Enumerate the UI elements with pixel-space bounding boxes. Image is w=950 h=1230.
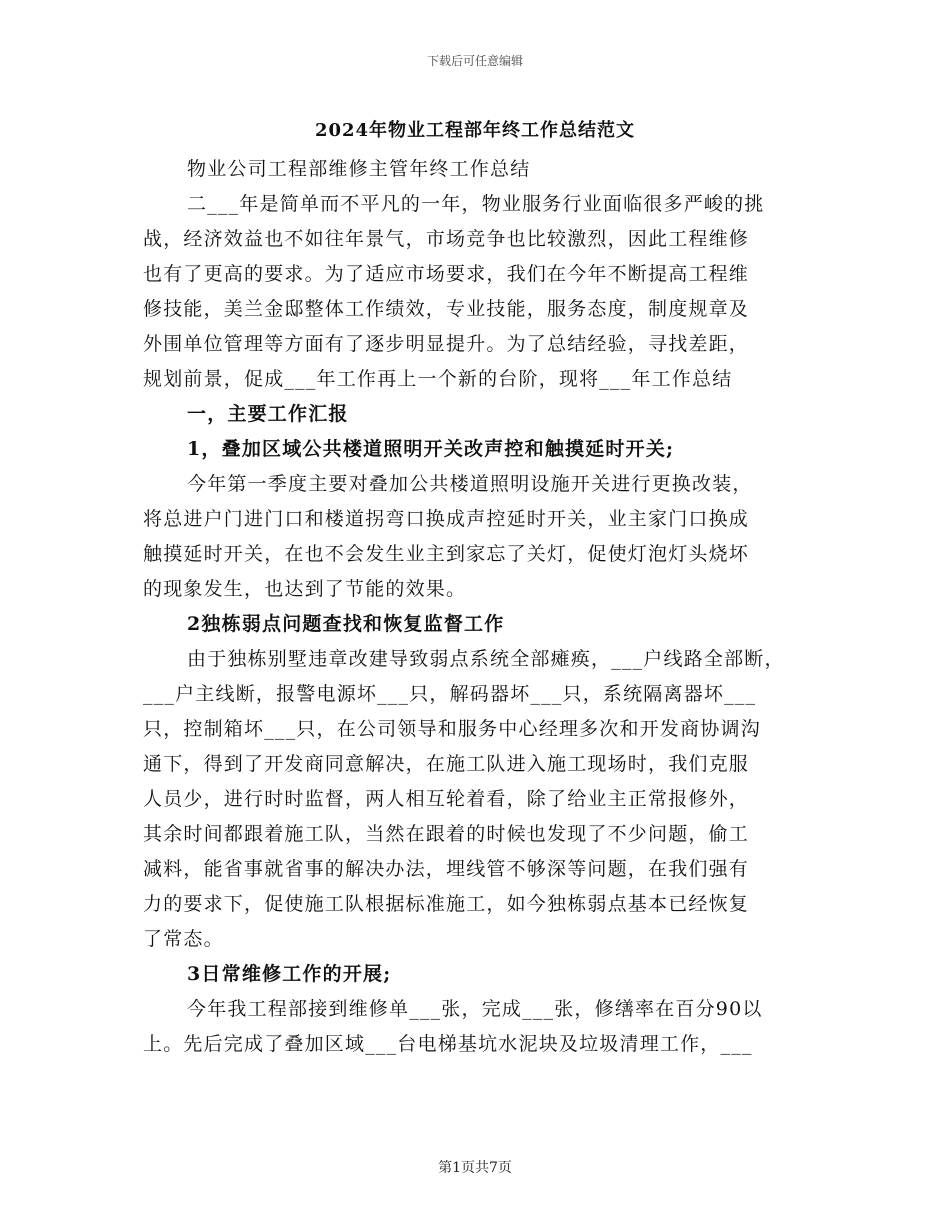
body-line: 今年第一季度主要对叠加公共楼道照明设施开关进行更换改装， — [187, 473, 753, 495]
document-body — [143, 152, 813, 1062]
page-footer: 第1页共7页 — [438, 1160, 512, 1176]
body-line: 今年我工程部接到维修单___张，完成___张，修缮率在百分90以 — [187, 998, 763, 1020]
body-line: 修技能，美兰金邸整体工作绩效，专业技能，服务态度，制度规章及 — [143, 298, 750, 320]
body-line: 也有了更高的要求。为了适应市场要求，我们在今年不断提高工程维 — [143, 263, 750, 285]
body-line: 上。先后完成了叠加区域___台电梯基坑水泥块及垃圾清理工作，___ — [143, 1033, 753, 1055]
body-line: 了常态。 — [143, 928, 224, 950]
section-heading: 一，主要工作汇报 — [187, 403, 349, 425]
body-line: 力的要求下，促使施工队根据标准施工，如今独栋弱点基本已经恢复 — [143, 893, 750, 915]
body-line: 外围单位管理等方面有了逐步明显提升。为了总结经验，寻找差距， — [143, 333, 750, 355]
section-heading: 1，叠加区域公共楼道照明开关改声控和触摸延时开关; — [187, 438, 675, 460]
body-line: 由于独栋别墅违章改建导致弱点系统全部瘫痪，___户线路全部断， — [187, 648, 785, 670]
body-line: 二___年是简单而不平凡的一年，物业服务行业面临很多严峻的挑 — [187, 193, 765, 215]
body-line: 通下，得到了开发商同意解决，在施工队进入施工现场时，我们克服 — [143, 753, 750, 775]
body-line: 触摸延时开关，在也不会发生业主到家忘了关灯，促使灯泡灯头烧坏 — [143, 543, 750, 565]
body-line: ___户主线断，报警电源坏___只，解码器坏___只，系统隔离器坏___ — [143, 683, 757, 705]
document-title: 2024年物业工程部年终工作总结范文 — [314, 120, 636, 141]
section-heading: 3日常维修工作的开展; — [187, 963, 392, 985]
body-line: 战，经济效益也不如往年景气，市场竞争也比较激烈，因此工程维修 — [143, 228, 750, 250]
body-line: 的现象发生，也达到了节能的效果。 — [143, 578, 467, 600]
body-line: 将总进户门进门口和楼道拐弯口换成声控延时开关，业主家门口换成 — [143, 508, 750, 530]
body-line: 其余时间都跟着施工队，当然在跟着的时候也发现了不少问题，偷工 — [143, 823, 750, 845]
body-line: 减料，能省事就省事的解决办法，埋线管不够深等问题，在我们强有 — [143, 858, 750, 880]
body-line: 只，控制箱坏___只，在公司领导和服务中心经理多次和开发商协调沟 — [143, 718, 761, 740]
body-line: 物业公司工程部维修主管年终工作总结 — [187, 158, 531, 180]
section-heading: 2独栋弱点问题查找和恢复监督工作 — [187, 613, 505, 635]
body-line: 人员少，进行时时监督，两人相互轮着看，除了给业主正常报修外， — [143, 788, 750, 810]
body-line: 规划前景，促成___年工作再上一个新的台阶，现将___年工作总结 — [143, 368, 733, 390]
page-header: 下载后可任意编辑 — [426, 54, 523, 68]
